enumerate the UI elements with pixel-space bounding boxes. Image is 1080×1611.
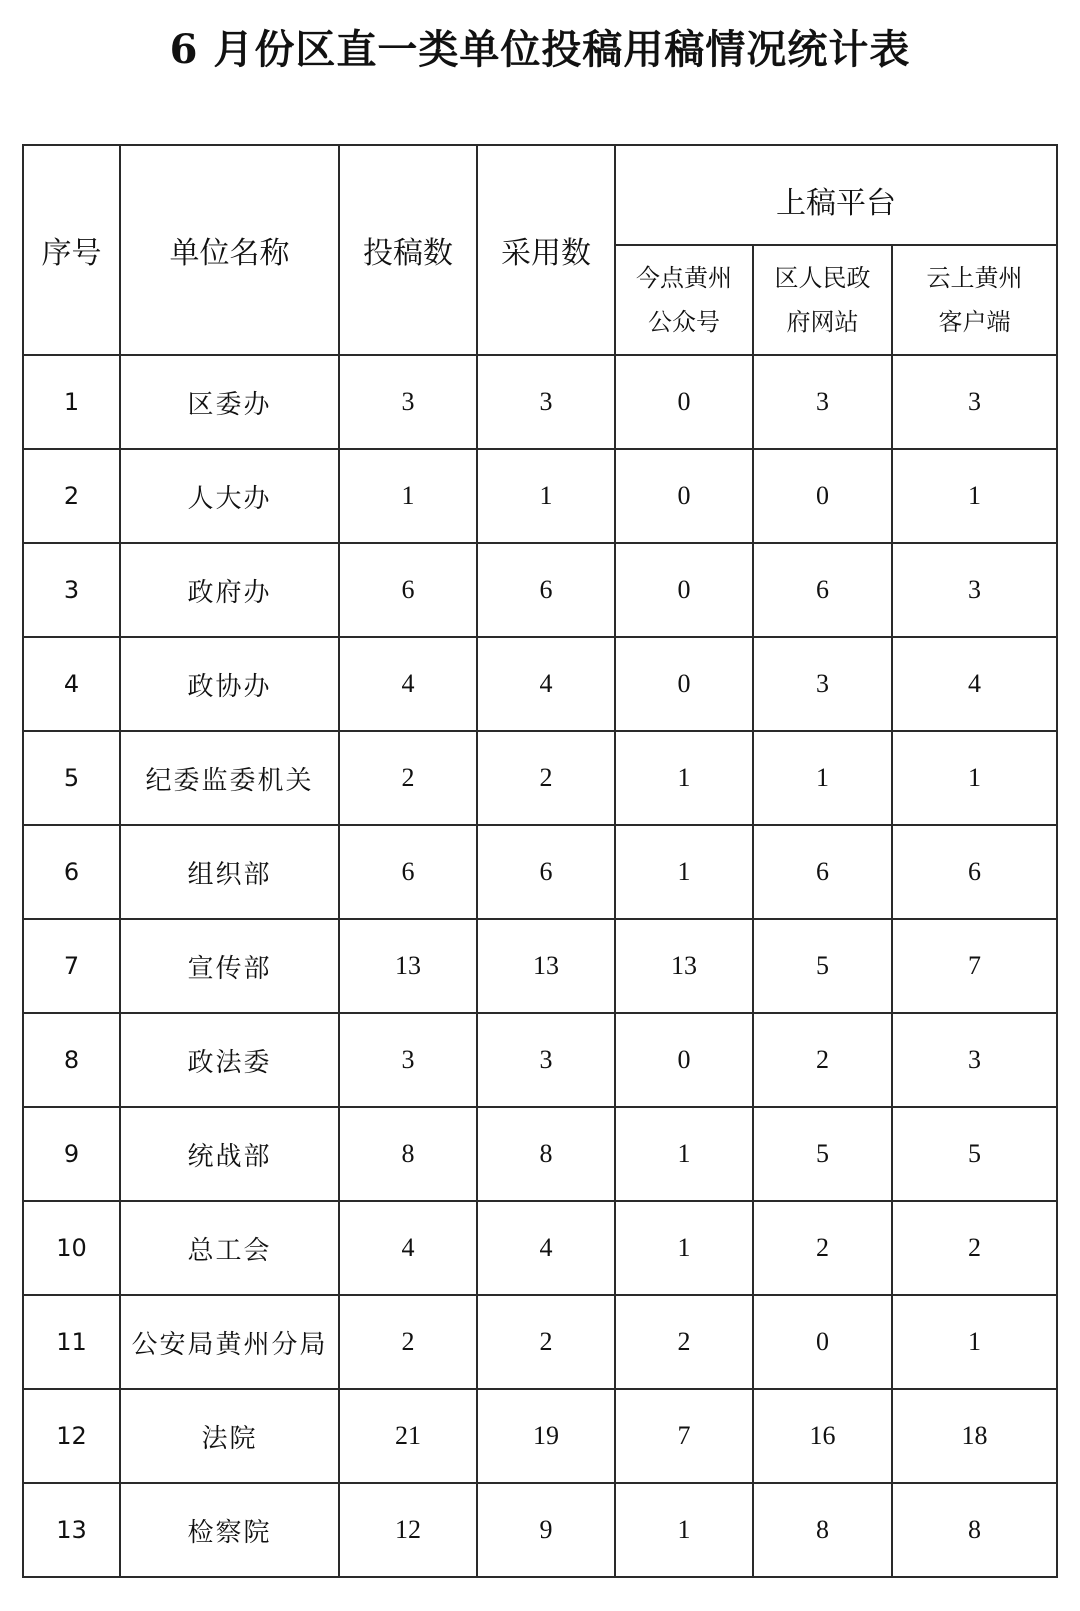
cell-platform-2: 1 (753, 731, 892, 825)
header-platform-2-line2: 府网站 (786, 308, 859, 336)
cell-submitted: 3 (339, 1013, 477, 1107)
cell-platform-3: 2 (892, 1201, 1057, 1295)
cell-adopted: 9 (477, 1483, 615, 1577)
table-row (23, 543, 1057, 637)
cell-submitted: 21 (339, 1389, 477, 1483)
table-row (23, 731, 1057, 825)
cell-platform-3: 1 (892, 731, 1057, 825)
table-row (23, 1201, 1057, 1295)
header-adopted: 采用数 (477, 145, 615, 355)
cell-unit-name: 政府办 (120, 543, 339, 637)
table-row (23, 825, 1057, 919)
cell-index: 9 (23, 1107, 120, 1201)
cell-unit-name: 宣传部 (120, 919, 339, 1013)
table-row (23, 355, 1057, 449)
cell-unit-name: 政协办 (120, 637, 339, 731)
cell-adopted: 3 (477, 1013, 615, 1107)
cell-index: 3 (23, 543, 120, 637)
cell-platform-3: 7 (892, 919, 1057, 1013)
cell-adopted: 6 (477, 825, 615, 919)
cell-index: 4 (23, 637, 120, 731)
cell-index: 2 (23, 449, 120, 543)
cell-submitted: 8 (339, 1107, 477, 1201)
page-title: 6 月份区直一类单位投稿用稿情况统计表 (169, 26, 911, 73)
cell-unit-name: 区委办 (120, 355, 339, 449)
header-platform-1-line1: 今点黄州 (636, 264, 732, 292)
cell-index: 7 (23, 919, 120, 1013)
cell-platform-1: 0 (615, 637, 753, 731)
cell-submitted: 6 (339, 543, 477, 637)
cell-platform-3: 1 (892, 1295, 1057, 1389)
table-row (23, 1483, 1057, 1577)
cell-platform-3: 3 (892, 543, 1057, 637)
cell-adopted: 13 (477, 919, 615, 1013)
table-row (23, 1389, 1057, 1483)
table-row (23, 919, 1057, 1013)
cell-adopted: 4 (477, 1201, 615, 1295)
cell-platform-1: 1 (615, 825, 753, 919)
cell-submitted: 12 (339, 1483, 477, 1577)
cell-adopted: 19 (477, 1389, 615, 1483)
header-platform-2 (753, 245, 892, 355)
cell-platform-2: 16 (753, 1389, 892, 1483)
header-platform-3-line1: 云上黄州 (926, 264, 1023, 292)
cell-unit-name: 统战部 (120, 1107, 339, 1201)
cell-index: 1 (23, 355, 120, 449)
cell-platform-2: 5 (753, 1107, 892, 1201)
cell-platform-1: 1 (615, 1201, 753, 1295)
header-unit-name: 单位名称 (120, 145, 339, 355)
cell-adopted: 2 (477, 731, 615, 825)
cell-platform-2: 6 (753, 543, 892, 637)
cell-adopted: 8 (477, 1107, 615, 1201)
cell-platform-3: 18 (892, 1389, 1057, 1483)
cell-platform-2: 6 (753, 825, 892, 919)
cell-platform-2: 8 (753, 1483, 892, 1577)
cell-unit-name: 组织部 (120, 825, 339, 919)
cell-platform-1: 0 (615, 1013, 753, 1107)
header-platform-1-line2: 公众号 (648, 308, 720, 336)
cell-adopted: 4 (477, 637, 615, 731)
statistics-table (22, 144, 1058, 1578)
cell-unit-name: 政法委 (120, 1013, 339, 1107)
cell-submitted: 1 (339, 449, 477, 543)
header-platform-group-label: 上稿平台 (776, 186, 897, 221)
table-row (23, 449, 1057, 543)
cell-index: 8 (23, 1013, 120, 1107)
cell-platform-1: 7 (615, 1389, 753, 1483)
cell-index: 10 (23, 1201, 120, 1295)
cell-platform-2: 0 (753, 1295, 892, 1389)
cell-index: 11 (23, 1295, 120, 1389)
header-platform-3-line2: 客户端 (938, 308, 1011, 336)
cell-submitted: 2 (339, 731, 477, 825)
table-row (23, 1107, 1057, 1201)
cell-platform-2: 0 (753, 449, 892, 543)
cell-index: 5 (23, 731, 120, 825)
header-platform-3 (892, 245, 1057, 355)
cell-platform-1: 1 (615, 731, 753, 825)
cell-submitted: 4 (339, 637, 477, 731)
cell-adopted: 1 (477, 449, 615, 543)
cell-submitted: 4 (339, 1201, 477, 1295)
header-platform-group (615, 145, 1057, 245)
cell-platform-1: 1 (615, 1483, 753, 1577)
cell-submitted: 13 (339, 919, 477, 1013)
cell-platform-3: 1 (892, 449, 1057, 543)
cell-platform-3: 3 (892, 355, 1057, 449)
cell-adopted: 3 (477, 355, 615, 449)
cell-submitted: 6 (339, 825, 477, 919)
cell-platform-3: 4 (892, 637, 1057, 731)
header-platform-1 (615, 245, 753, 355)
cell-unit-name: 公安局黄州分局 (120, 1295, 339, 1389)
cell-platform-2: 2 (753, 1201, 892, 1295)
table-body (23, 355, 1057, 1577)
cell-platform-1: 1 (615, 1107, 753, 1201)
cell-platform-2: 5 (753, 919, 892, 1013)
cell-platform-2: 3 (753, 637, 892, 731)
cell-index: 12 (23, 1389, 120, 1483)
cell-platform-3: 8 (892, 1483, 1057, 1577)
cell-platform-2: 3 (753, 355, 892, 449)
table-header (23, 145, 1057, 355)
cell-index: 6 (23, 825, 120, 919)
cell-platform-3: 3 (892, 1013, 1057, 1107)
header-index: 序号 (23, 145, 120, 355)
cell-submitted: 3 (339, 355, 477, 449)
table-row (23, 637, 1057, 731)
cell-platform-3: 5 (892, 1107, 1057, 1201)
header-submitted: 投稿数 (339, 145, 477, 355)
cell-unit-name: 人大办 (120, 449, 339, 543)
cell-submitted: 2 (339, 1295, 477, 1389)
table-row (23, 1013, 1057, 1107)
cell-platform-2: 2 (753, 1013, 892, 1107)
cell-unit-name: 法院 (120, 1389, 339, 1483)
cell-platform-3: 6 (892, 825, 1057, 919)
header-platform-2-line1: 区人民政 (774, 264, 871, 292)
cell-unit-name: 总工会 (120, 1201, 339, 1295)
cell-unit-name: 检察院 (120, 1483, 339, 1577)
cell-index: 13 (23, 1483, 120, 1577)
cell-adopted: 6 (477, 543, 615, 637)
cell-platform-1: 0 (615, 449, 753, 543)
table-row (23, 1295, 1057, 1389)
cell-platform-1: 0 (615, 355, 753, 449)
cell-adopted: 2 (477, 1295, 615, 1389)
cell-unit-name: 纪委监委机关 (120, 731, 339, 825)
cell-platform-1: 13 (615, 919, 753, 1013)
cell-platform-1: 2 (615, 1295, 753, 1389)
cell-platform-1: 0 (615, 543, 753, 637)
